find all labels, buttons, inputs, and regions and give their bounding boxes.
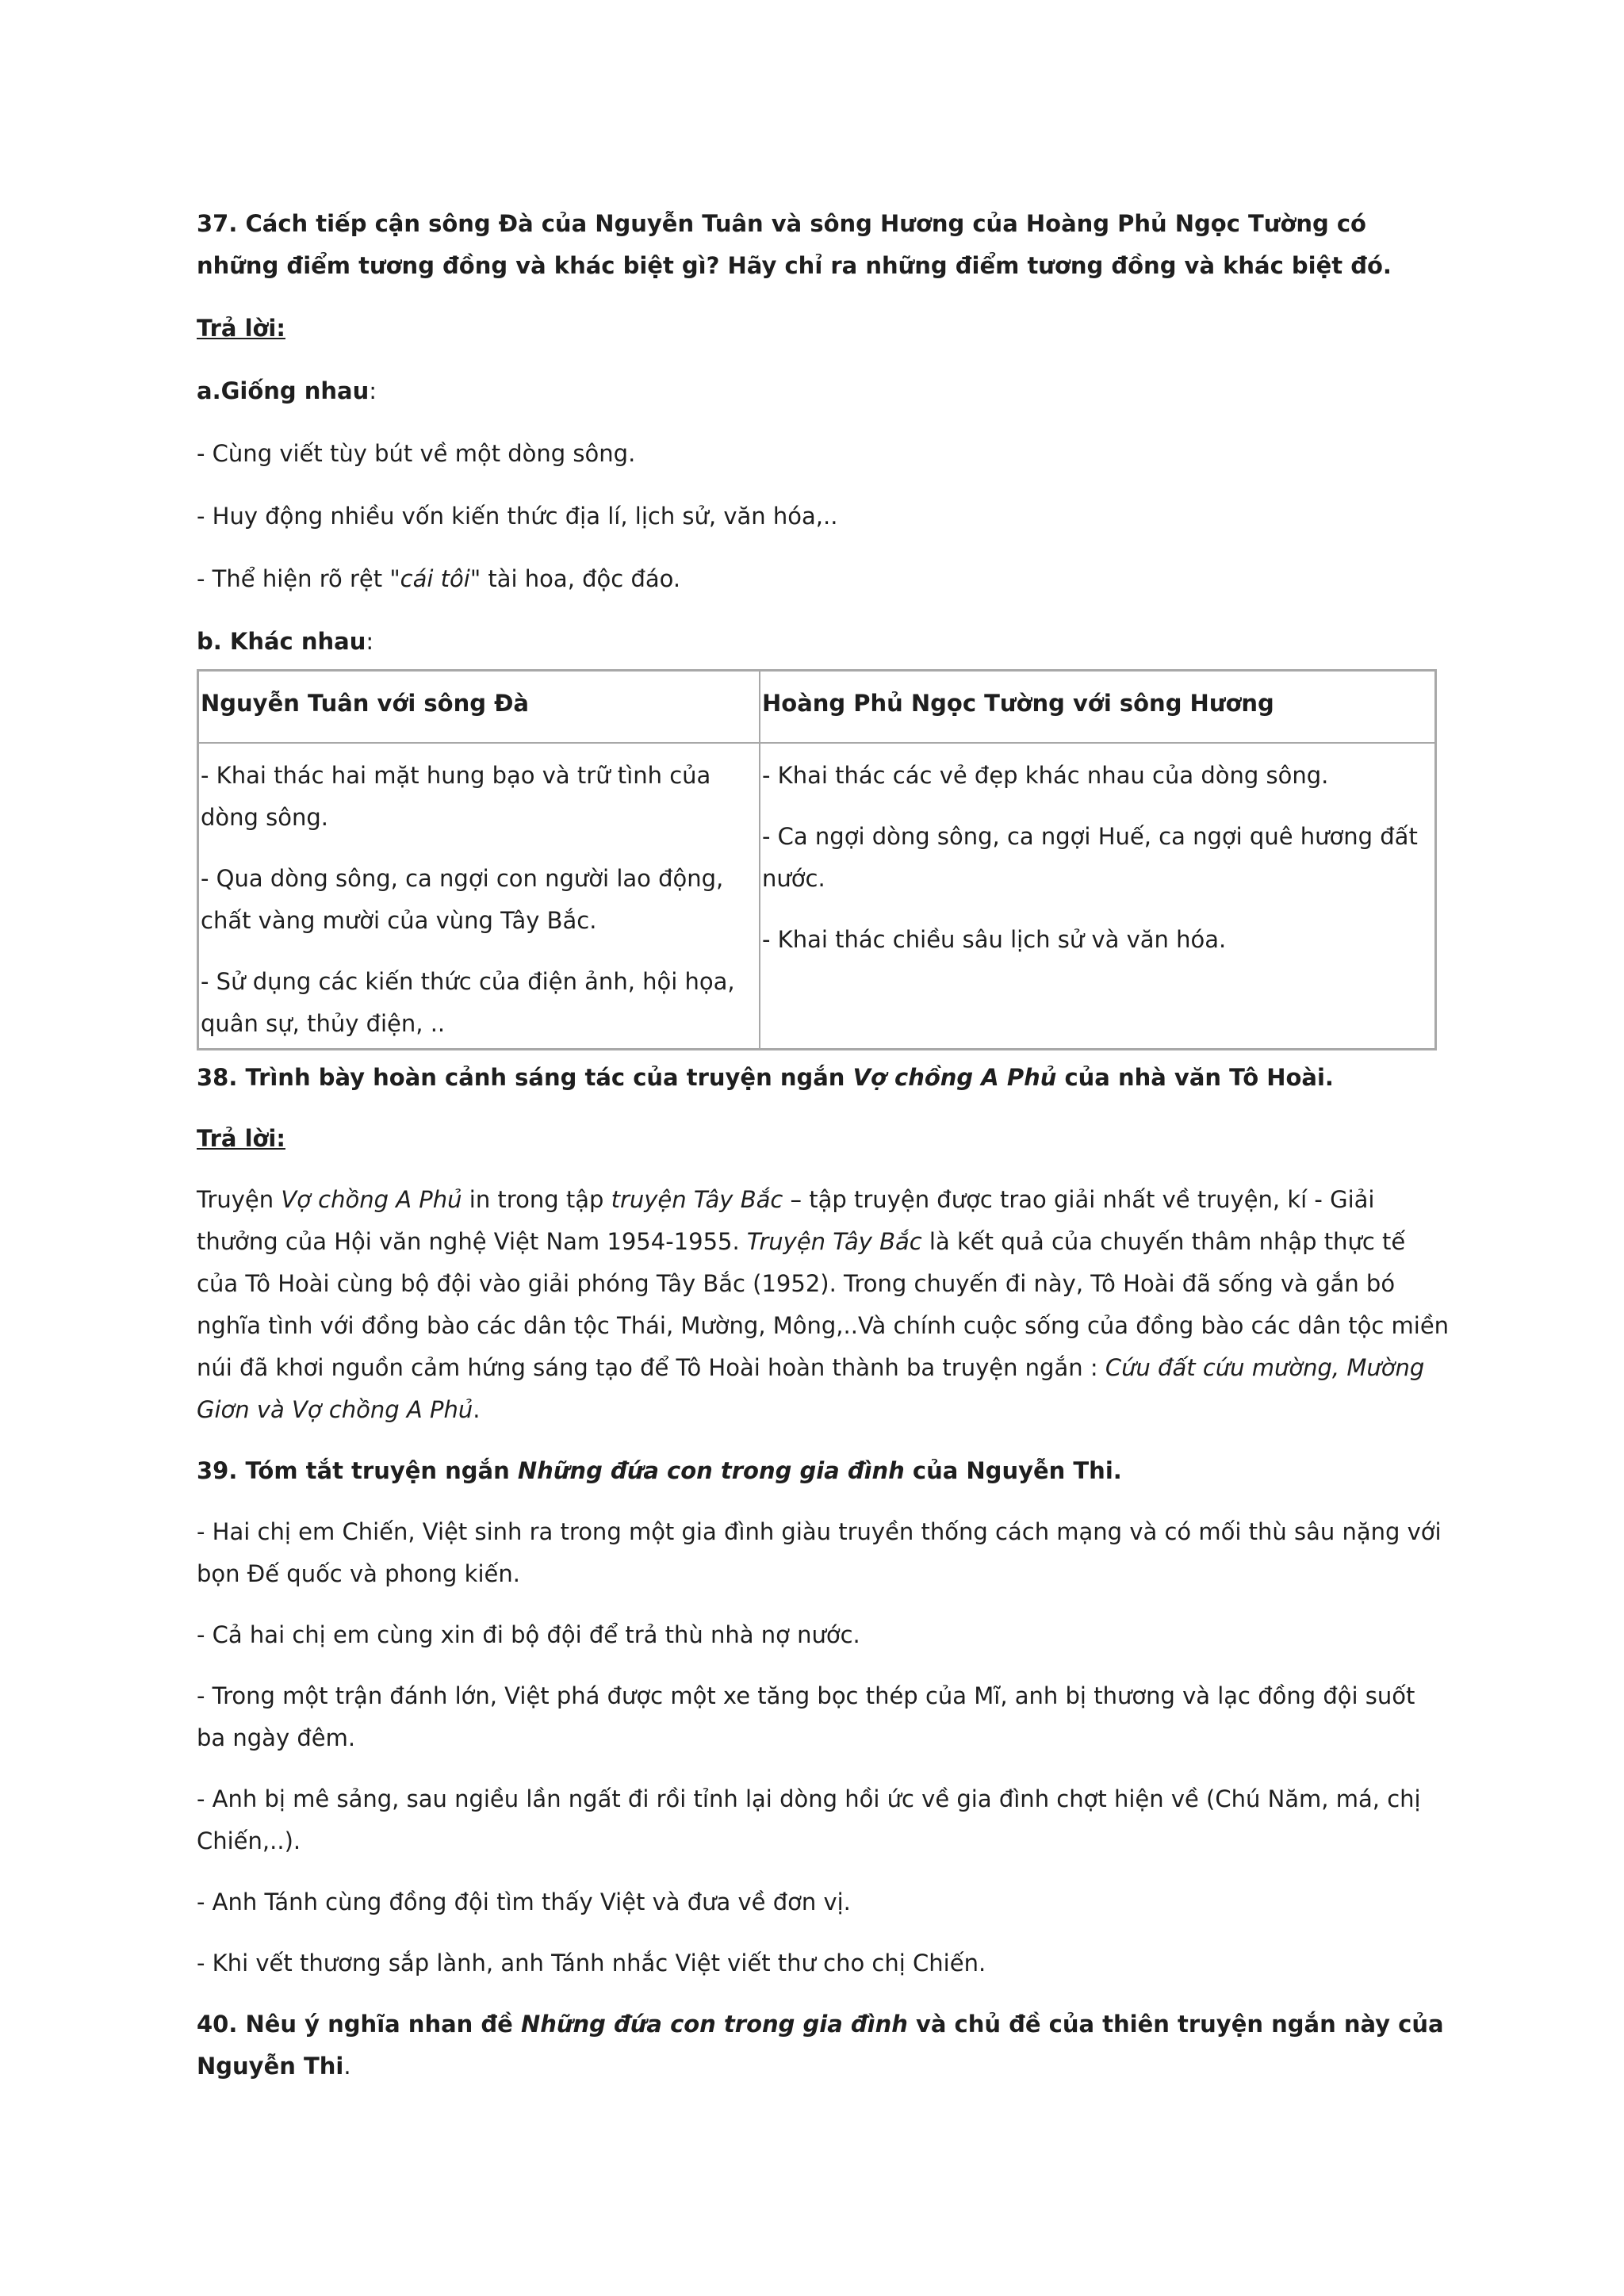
italic-run: Cứu đất cứu mường, Mường Giơn và Vợ chồng A Phủ bbox=[197, 1354, 1425, 1423]
table-row bbox=[198, 743, 1436, 1050]
comparison-table bbox=[197, 669, 1437, 1050]
question-39-title bbox=[197, 1450, 1450, 1492]
text-run: 38. Trình bày hoàn cảnh sáng tác của truyện ngắn bbox=[197, 1064, 853, 1091]
document-content bbox=[197, 203, 1450, 2087]
text-run: của Nguyễn Thi. bbox=[904, 1457, 1122, 1484]
list-item: - Khai thác chiều sâu lịch sử và văn hóa. bbox=[762, 926, 1227, 953]
summary-item: - Anh Tánh cùng đồng đội tìm thấy Việt và đưa về đơn vị. bbox=[197, 1888, 851, 1915]
summary-item: - Cả hai chị em cùng xin đi bộ đội để trả thù nhà nợ nước. bbox=[197, 1621, 860, 1648]
question-40-bold bbox=[197, 2011, 1444, 2080]
summary-item: - Hai chị em Chiến, Việt sinh ra trong một gia đình giàu truyền thống cách mạng và có mối thù sâu nặng với bọn Đế quốc và phong kiến. bbox=[197, 1518, 1442, 1587]
question-40-title bbox=[197, 2003, 1450, 2087]
table-header-row bbox=[198, 671, 1436, 744]
similar-heading-text: a.Giống nhau bbox=[197, 377, 370, 404]
text-run: . bbox=[343, 2053, 351, 2080]
italic-run: Những đứa con trong gia đình bbox=[520, 2011, 908, 2038]
italic-run: truyện Tây Bắc bbox=[611, 1186, 783, 1213]
text-run: . bbox=[473, 1396, 481, 1423]
italic-run: Những đứa con trong gia đình bbox=[517, 1457, 905, 1484]
different-heading: b. Khác nhau: bbox=[197, 628, 374, 655]
text-run: 39. Tóm tắt truyện ngắn bbox=[197, 1457, 518, 1484]
similar-heading: a.Giống nhau: bbox=[197, 377, 377, 404]
question-38-title bbox=[197, 1057, 1450, 1099]
list-item: - Qua dòng sông, ca ngợi con người lao động, chất vàng mười của vùng Tây Bắc. bbox=[201, 865, 724, 934]
summary-item: - Trong một trận đánh lớn, Việt phá được một xe tăng bọc thép của Mĩ, anh bị thương và lạc đồng đội suốt ba ngày đêm. bbox=[197, 1682, 1415, 1751]
list-item: - Ca ngợi dòng sông, ca ngợi Huế, ca ngợi quê hương đất nước. bbox=[762, 823, 1418, 892]
table-cell-left bbox=[198, 743, 760, 1050]
text-run: và chủ đề của thiên truyện ngắn này của Nguyễn Thi bbox=[197, 2011, 1444, 2080]
text-run: là kết quả của chuyến thâm nhập thực tế của Tô Hoài cùng bộ đội vào giải phóng Tây Bắc (1952). Trong chuyến đi này, Tô Hoài đã sống và gắn bó nghĩa tình với đồng bào các dân tộc Thái, Mường, Mông,..Và chính cuộc sống của đồng bào các dân tộc miền núi đã khơi nguồn cảm hứng sáng tạo để Tô Hoài hoàn thành ba truyện ngắn : bbox=[197, 1228, 1450, 1381]
summary-item: - Anh bị mê sảng, sau ngiều lần ngất đi rồi tỉnh lại dòng hồi ức về gia đình chợt hiện về (Chú Năm, má, chị Chiến,..). bbox=[197, 1785, 1421, 1854]
list-item: - Khai thác hai mặt hung bạo và trữ tình của dòng sông. bbox=[201, 762, 711, 831]
similar-item bbox=[197, 558, 1450, 600]
table-cell-right bbox=[760, 743, 1436, 1050]
table-header-left: Nguyễn Tuân với sông Đà bbox=[198, 671, 760, 744]
italic-run: cái tôi bbox=[400, 565, 470, 592]
answer-label-37: Trả lời: bbox=[197, 315, 285, 342]
text-run: Truyện bbox=[197, 1186, 282, 1213]
table-header-right: Hoàng Phủ Ngọc Tường với sông Hương bbox=[760, 671, 1436, 744]
different-heading-text: b. Khác nhau bbox=[197, 628, 366, 655]
text-run: - Thể hiện rõ rệt " bbox=[197, 565, 400, 592]
text-run: của nhà văn Tô Hoài. bbox=[1056, 1064, 1334, 1091]
similar-item: - Huy động nhiều vốn kiến thức địa lí, lịch sử, văn hóa,.. bbox=[197, 503, 838, 530]
answer-label-38: Trả lời: bbox=[197, 1125, 285, 1152]
list-item: - Khai thác các vẻ đẹp khác nhau của dòng sông. bbox=[762, 762, 1329, 789]
italic-run: Vợ chồng A Phủ bbox=[852, 1064, 1057, 1091]
similar-item: - Cùng viết tùy bút về một dòng sông. bbox=[197, 440, 636, 467]
text-run: " tài hoa, độc đáo. bbox=[469, 565, 681, 592]
summary-item: - Khi vết thương sắp lành, anh Tánh nhắc Việt viết thư cho chị Chiến. bbox=[197, 1950, 986, 1976]
list-item: - Sử dụng các kiến thức của điện ảnh, hội họa, quân sự, thủy điện, .. bbox=[201, 968, 735, 1037]
italic-run: Truyện Tây Bắc bbox=[746, 1228, 922, 1255]
answer-38-paragraph bbox=[197, 1179, 1450, 1431]
italic-run: Vợ chồng A Phủ bbox=[281, 1186, 462, 1213]
text-run: 40. Nêu ý nghĩa nhan đề bbox=[197, 2011, 521, 2038]
text-run: – tập truyện được trao giải nhất về truyện, kí - Giải thưởng của Hội văn nghệ Việt Nam 1954-1955. bbox=[197, 1186, 1375, 1255]
question-37-title: 37. Cách tiếp cận sông Đà của Nguyễn Tuân và sông Hương của Hoàng Phủ Ngọc Tường có những điểm tương đồng và khác biệt gì? Hãy chỉ ra những điểm tương đồng và khác biệt đó. bbox=[197, 210, 1392, 279]
text-run: in trong tập bbox=[462, 1186, 611, 1213]
